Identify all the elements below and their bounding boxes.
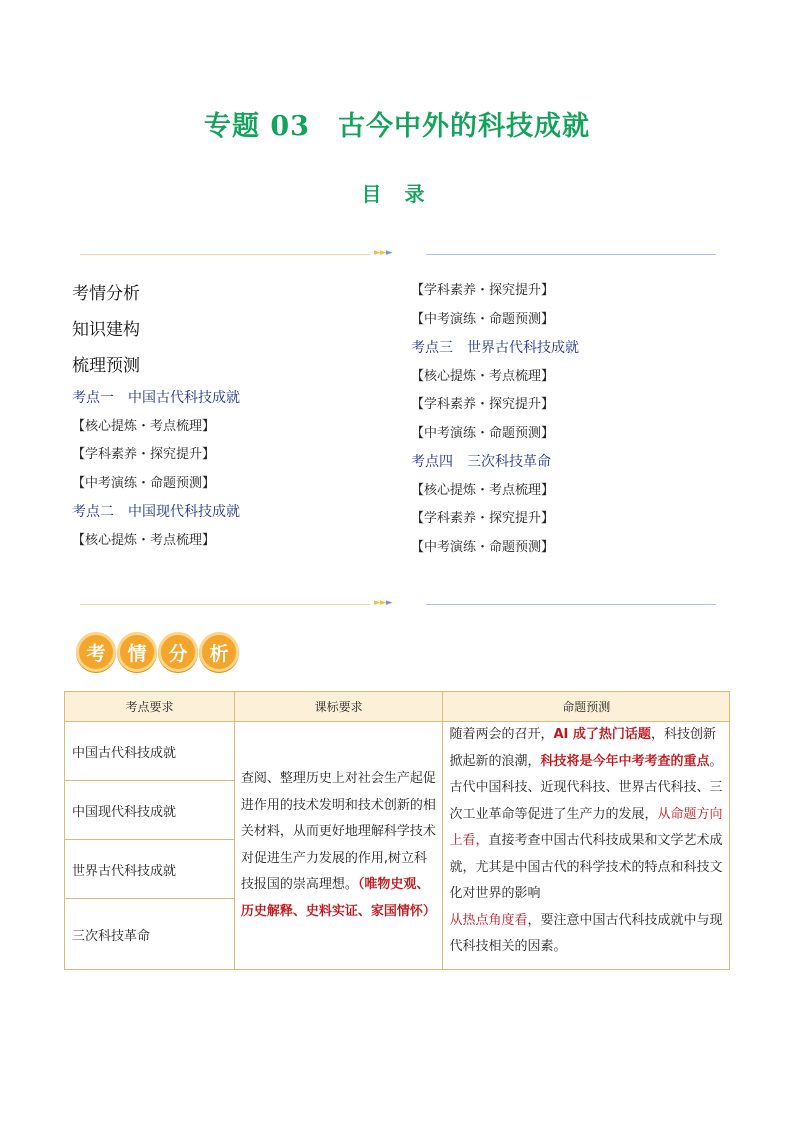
kaodian-name: 中国现代科技成就	[128, 504, 240, 520]
table-row	[65, 722, 730, 781]
yuce-highlight: 从热点角度看	[449, 912, 528, 928]
kaodian-cell: 世界古代科技成就	[65, 840, 235, 899]
yuce-highlight: 从命题方向上看，	[449, 806, 723, 848]
divider-bottom	[80, 600, 720, 610]
badge-char: 分	[158, 632, 198, 672]
badge-char: 析	[199, 632, 239, 672]
yuce-highlight: 科技将是今年中考考查的重点	[540, 753, 710, 769]
toc-heading: 目 录	[361, 182, 433, 206]
toc-subitem[interactable]: 【中考演练・命题预测】	[411, 425, 555, 441]
column-header: 课标要求	[234, 692, 443, 722]
kebiao-text: 查阅、整理历史上对社会生产起促进作用的技术发明和技术创新的相关材料，从而更好地理解科学技术对促进生产力发展的作用,树立科技报国的崇高理想。	[240, 771, 436, 892]
toc-kaodian-3[interactable]	[411, 334, 579, 363]
toc-subitem[interactable]: 【核心提炼・考点梳理】	[72, 418, 216, 434]
toc-kaodian-4[interactable]	[411, 448, 579, 477]
kaodian-name: 世界古代科技成就	[467, 340, 579, 356]
arrows-icon: ►►►	[374, 598, 392, 608]
yuce-text: 。古代中国科技、近现代科技、世界古代科技、三次工业革命等促进了生产力的发展，	[449, 753, 723, 822]
kaodian-name: 三次科技革命	[467, 454, 551, 470]
yuce-cell	[443, 722, 730, 970]
kaodian-cell: 中国现代科技成就	[65, 781, 235, 840]
kebiao-literacy: （唯物史观、历史解释、史料实证、家国情怀）	[240, 877, 436, 919]
kaodian-cell: 三次科技革命	[65, 899, 235, 970]
toc-kaodian-1[interactable]	[72, 384, 240, 413]
kaodian-label: 考点二	[72, 504, 114, 520]
kaodian-label: 考点四	[411, 454, 453, 470]
toc-subitem[interactable]: 【学科素养・探究提升】	[72, 447, 216, 462]
toc-right	[411, 277, 579, 562]
document-title: 专题 03 古今中外的科技成就	[204, 111, 590, 142]
toc-subitem[interactable]: 【学科素养・探究提升】	[411, 283, 555, 298]
divider-top	[80, 250, 720, 260]
badge-char: 情	[117, 632, 157, 672]
badge-char: 考	[76, 632, 116, 672]
toc-item-kaoqing[interactable]: 考情分析	[72, 284, 140, 304]
toc-subitem[interactable]: 【学科素养・探究提升】	[411, 511, 555, 526]
toc-subitem[interactable]: 【核心提炼・考点梳理】	[411, 482, 555, 498]
yuce-highlight: AI 成了热门话题	[553, 727, 651, 742]
toc-subitem[interactable]: 【中考演练・命题预测】	[72, 475, 216, 491]
yuce-text: 直接考查中国古代科技成果和文学艺术成就，尤其是中国古代的科学技术的特点和科技文化对世界的影响	[449, 833, 723, 901]
yuce-text: 随着两会的召开，	[449, 727, 554, 742]
analysis-table	[64, 691, 730, 970]
section-badge-kaoqing	[76, 632, 240, 676]
toc-subitem[interactable]: 【中考演练・命题预测】	[411, 539, 555, 555]
toc-left	[72, 276, 240, 555]
table-header-row	[65, 692, 730, 722]
toc-subitem[interactable]: 【核心提炼・考点梳理】	[72, 532, 216, 548]
kaodian-label: 考点一	[72, 390, 114, 406]
yuce-text: ，要注意中国古代科技成就中与现代科技相关的因素。	[449, 912, 723, 954]
toc-subitem[interactable]: 【学科素养・探究提升】	[411, 397, 555, 412]
toc-subitem[interactable]: 【中考演练・命题预测】	[411, 311, 555, 327]
kaodian-name: 中国古代科技成就	[128, 390, 240, 406]
kaodian-label: 考点三	[411, 340, 453, 356]
toc-subitem[interactable]: 【核心提炼・考点梳理】	[411, 368, 555, 384]
kaodian-cell: 中国古代科技成就	[65, 722, 235, 781]
arrows-icon: ►►►	[374, 248, 392, 258]
kebiao-cell	[234, 722, 443, 970]
column-header: 考点要求	[65, 692, 235, 722]
toc-item-zhishi[interactable]: 知识建构	[72, 320, 140, 340]
yuce-text: ，科技创新掀起新的浪潮，	[449, 727, 716, 769]
column-header: 命题预测	[443, 692, 730, 722]
toc-item-shuli[interactable]: 梳理预测	[72, 356, 140, 376]
toc-kaodian-2[interactable]	[72, 498, 240, 527]
